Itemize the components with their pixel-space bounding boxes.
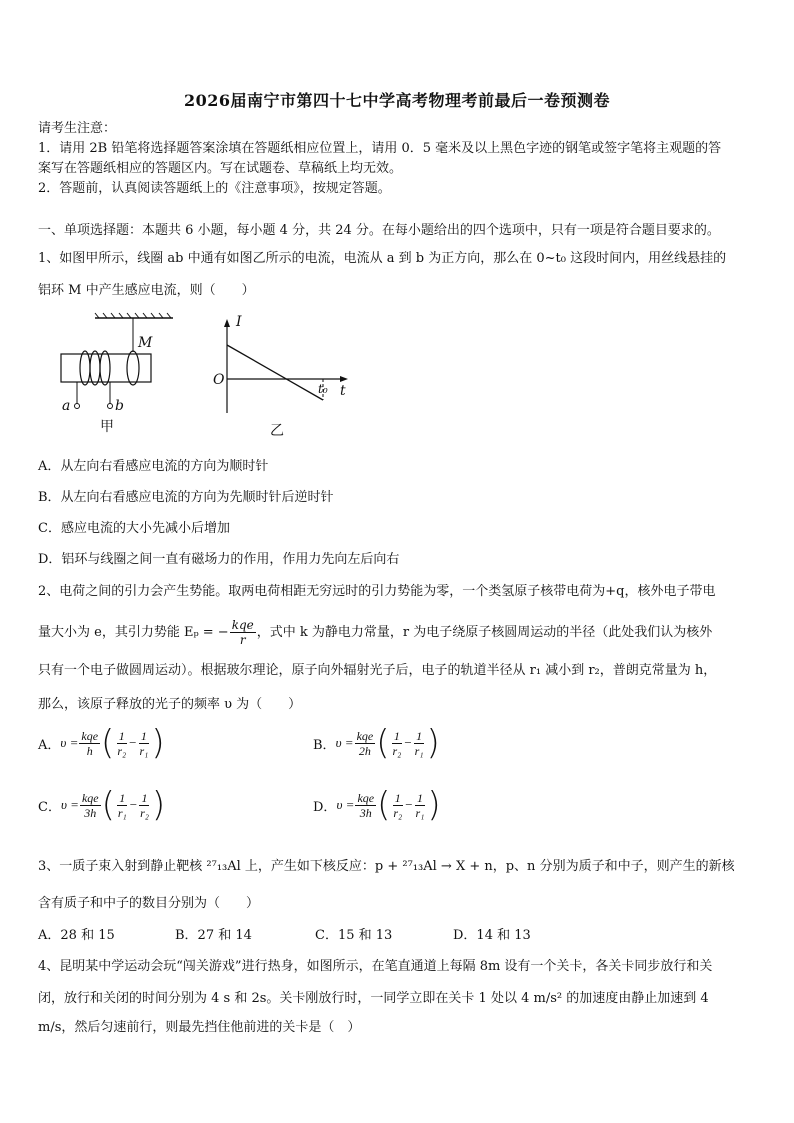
option-a-label: A． (38, 737, 61, 753)
num: 1 (416, 728, 423, 743)
left-paren: ( (377, 785, 391, 825)
den: r₂ (392, 743, 402, 758)
num: kqe (357, 790, 375, 805)
q3-option-b: B．27 和 14 (175, 928, 252, 943)
q2-option-b (313, 723, 440, 763)
option-d-label: D． (313, 799, 337, 815)
label-M: M (138, 335, 153, 351)
option-b-label: B． (313, 737, 336, 753)
left-paren: ( (101, 785, 115, 825)
axis-label-I: I (236, 314, 242, 330)
den: r₁ (415, 805, 425, 820)
den: h (86, 743, 93, 758)
notice-line-2: 2．答题前，认真阅读答题纸上的《注意事项》，按规定答题。 (38, 181, 391, 196)
figure-jia-caption: 甲 (100, 419, 114, 435)
q2-line2-part-b: ，式中 k 为静电力常量，r 为电子绕原子核圆周运动的半径（此处我们认为核外 (256, 624, 713, 640)
num: 1 (416, 790, 423, 805)
origin-label: O (213, 372, 225, 388)
q2-line2-part-a: 量大小为 e，其引力势能 Eₚ = − (38, 624, 229, 640)
nu-symbol: υ = (336, 797, 355, 812)
potential-energy-fraction (230, 618, 256, 647)
right-paren: ) (426, 723, 440, 763)
nu-symbol: υ = (60, 797, 79, 812)
den: r₁ (117, 805, 127, 820)
q1-option-b: B．从左向右看感应电流的方向为先顺时针后逆时针 (38, 490, 334, 505)
q1-option-c: C．感应电流的大小先减小后增加 (38, 521, 230, 536)
q2-stem-line2 (38, 618, 712, 647)
q1-option-d: D．铝环与线圈之间一直有磁场力的作用，作用力先向左后向右 (38, 552, 400, 567)
num: 1 (140, 728, 147, 743)
num: kqe (356, 728, 374, 743)
tick-label-t0: t₀ (318, 382, 328, 396)
figure-yi-graph (205, 315, 355, 415)
q2-option-a (38, 723, 165, 763)
notice-line-1a: 1．请用 2B 铅笔将选择题答案涂填在答题纸相应位置上，请用 0．5 毫米及以上黑色字迹的钢笔或签字笔将主观题的答 (38, 141, 722, 156)
formula-d (336, 785, 441, 825)
q2-option-d (313, 785, 441, 825)
formula-a (60, 723, 165, 763)
den: r₂ (393, 805, 403, 820)
label-b: b (115, 398, 124, 414)
right-paren: ) (151, 723, 165, 763)
q1-stem-line1: 1、如图甲所示，线圈 ab 中通有如图乙所示的电流，电流从 a 到 b 为正方向，那么在 0~t₀ 这段时间内，用丝线悬挂的 (38, 251, 727, 266)
option-c-label: C． (38, 799, 61, 815)
page-title: 2026届南宁市第四十七中学高考物理考前最后一卷预测卷 (183, 91, 611, 110)
den: r₁ (139, 743, 149, 758)
figure-jia (55, 312, 185, 437)
label-a: a (62, 398, 71, 414)
q3-option-c: C．15 和 13 (315, 928, 393, 943)
fraction-numerator: kqe (231, 618, 254, 632)
q4-stem-line3: m/s，然后匀速前行，则最先挡住他前进的关卡是（ ） (38, 1020, 361, 1035)
num: kqe (81, 790, 99, 805)
num: 1 (119, 790, 126, 805)
den: 3h (84, 805, 97, 820)
q3-stem-line1: 3、一质子束入射到静止靶核 ²⁷₁₃Al 上，产生如下核反应：p + ²⁷₁₃Al → X + n，p、n 分别为质子和中子，则产生的新核 (38, 859, 735, 874)
minus: − (405, 797, 413, 812)
fraction-denominator: r (239, 633, 246, 647)
section-heading: 一、单项选择题：本题共 6 小题，每小题 4 分，共 24 分。在每小题给出的四个选项中，只有一项是符合题目要求的。 (38, 223, 720, 238)
notice-heading: 请考生注意： (38, 121, 117, 136)
den: 2h (358, 743, 371, 758)
num: 1 (394, 790, 401, 805)
axis-label-t: t (340, 383, 346, 399)
q2-option-c (38, 785, 166, 825)
num: 1 (118, 728, 125, 743)
den: r₂ (117, 743, 127, 758)
nu-symbol: υ = (60, 735, 79, 750)
formula-c (60, 785, 166, 825)
q3-option-a: A．28 和 15 (38, 928, 115, 943)
nu-symbol: υ = (335, 735, 354, 750)
formula-b (335, 723, 440, 763)
figure-yi-caption: 乙 (270, 423, 284, 439)
minus: − (129, 735, 137, 750)
num: kqe (81, 728, 99, 743)
q2-stem-line4: 那么，该原子释放的光子的频率 υ 为（ ） (38, 697, 302, 712)
q1-option-a: A．从左向右看感应电流的方向为顺时针 (38, 459, 269, 474)
minus: − (129, 797, 138, 812)
q2-stem-line3: 只有一个电子做圆周运动）。根据玻尔理论，原子向外辐射光子后，电子的轨道半径从 r₁ 减小到 r₂，普朗克常量为 h， (38, 663, 717, 678)
right-paren: ) (427, 785, 441, 825)
den: r₂ (140, 805, 149, 820)
minus: − (404, 735, 412, 750)
q3-stem-line2: 含有质子和中子的数目分别为（ ） (38, 896, 260, 911)
den: r₁ (414, 743, 424, 758)
left-paren: ( (376, 723, 390, 763)
notice-line-1b: 案写在答题纸相应的答题区内。写在试题卷、草稿纸上均无效。 (38, 161, 403, 176)
q3-option-d: D．14 和 13 (453, 928, 531, 943)
q4-stem-line1: 4、昆明某中学运动会玩“闯关游戏”进行热身，如图所示，在笔直通道上每隔 8m 设有一个关卡，各关卡同步放行和关 (38, 959, 713, 974)
q4-stem-line2: 闭，放行和关闭的时间分别为 4 s 和 2s。关卡刚放行时，一同学立即在关卡 1 处以 4 m/s² 的加速度由静止加速到 4 (38, 991, 709, 1006)
right-paren: ) (151, 785, 166, 825)
den: 3h (359, 805, 372, 820)
num: 1 (393, 728, 400, 743)
left-paren: ( (101, 723, 115, 763)
q2-stem-line1: 2、电荷之间的引力会产生势能。取两电荷相距无穷远时的引力势能为零，一个类氢原子核带电荷为+q，核外电子带电 (38, 584, 716, 599)
num: 1 (141, 790, 148, 805)
q1-stem-line2: 铝环 M 中产生感应电流，则（ ） (38, 283, 255, 298)
